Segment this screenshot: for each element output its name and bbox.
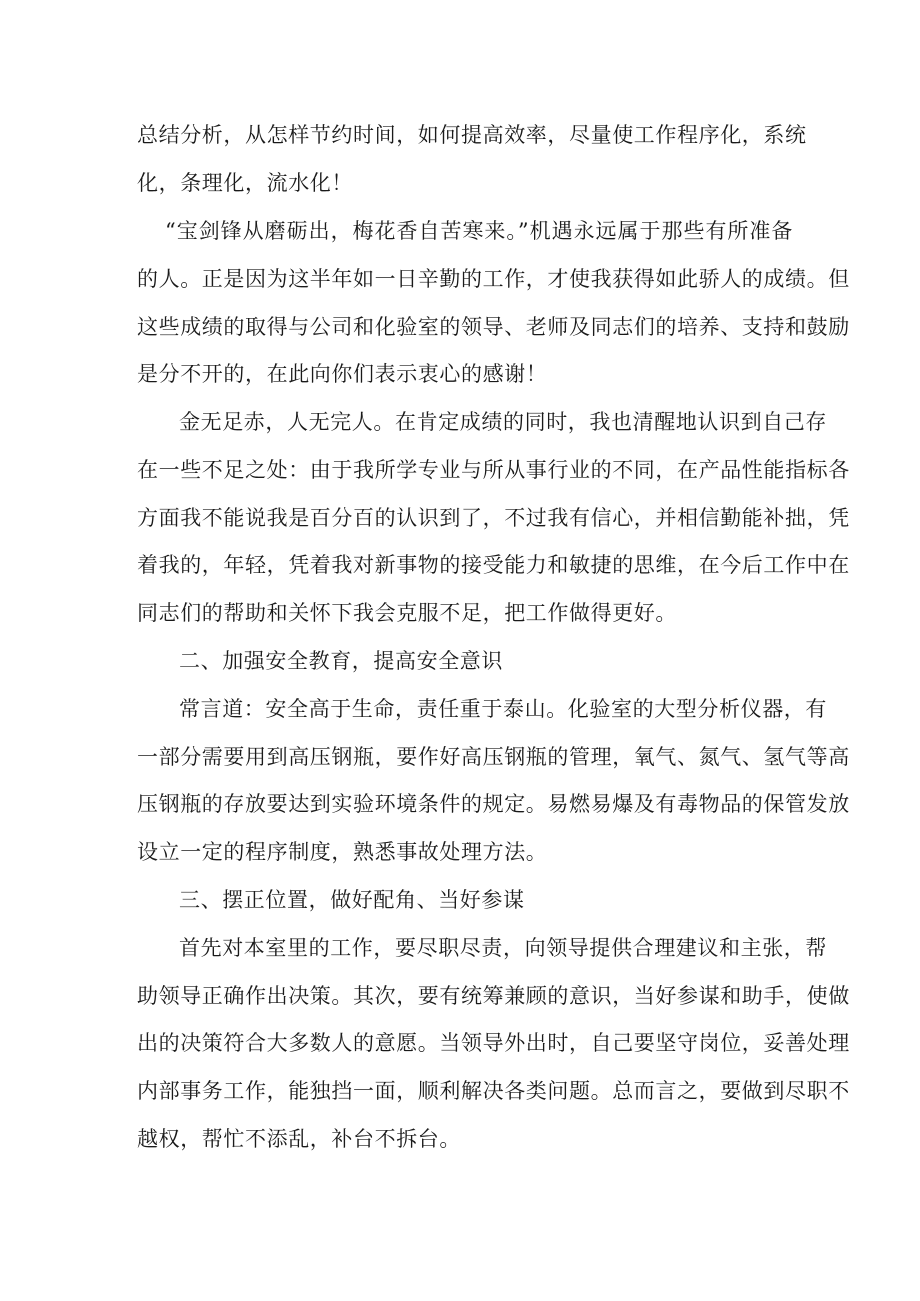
paragraph-4-line-4: 设立一定的程序制度，熟悉事故处理方法。 [137, 840, 548, 864]
paragraph-3-line-1: 金无足赤，人无完人。在肯定成绩的同时，我也清醒地认识到自己存 [179, 410, 827, 434]
paragraph-3-line-2: 在一些不足之处：由于我所学专业与所从事行业的不同，在产品性能指标各 [137, 458, 850, 482]
paragraph-2-line-3: 这些成绩的取得与公司和化验室的领导、老师及同志们的培养、支持和鼓励 [137, 315, 850, 339]
paragraph-4-line-3: 压钢瓶的存放要达到实验环境条件的规定。易燃易爆及有毒物品的保管发放 [137, 792, 850, 816]
paragraph-5-line-2: 助领导正确作出决策。其次，要有统筹兼顾的意识，当好参谋和助手，使做 [137, 984, 850, 1008]
paragraph-1-line-1: 总结分析，从怎样节约时间，如何提高效率，尽量使工作程序化，系统 [137, 123, 807, 147]
paragraph-3-line-5: 同志们的帮助和关怀下我会克服不足，把工作做得更好。 [137, 601, 677, 625]
paragraph-5-line-4: 内部事务工作，能独挡一面，顺利解决各类问题。总而言之，要做到尽职不 [137, 1079, 850, 1103]
paragraph-1-line-2: 化，条理化，流水化！ [137, 171, 353, 195]
paragraph-5-line-5: 越权，帮忙不添乱，补台不拆台。 [137, 1127, 461, 1151]
paragraph-4-line-1: 常言道：安全高于生命，责任重于泰山。化验室的大型分析仪器，有 [179, 697, 827, 721]
paragraph-2-line-4: 是分不开的，在此向你们表示衷心的感谢！ [137, 362, 548, 386]
paragraph-5-line-1: 首先对本室里的工作，要尽职尽责，向领导提供合理建议和主张，帮 [179, 936, 827, 960]
section-heading-position: 三、摆正位置，做好配角、当好参谋 [179, 888, 525, 912]
paragraph-3-line-3: 方面我不能说我是百分百的认识到了，不过我有信心，并相信勤能补拙，凭 [137, 506, 850, 530]
paragraph-4-line-2: 一部分需要用到高压钢瓶，要作好高压钢瓶的管理，氧气、氮气、氢气等高 [137, 745, 850, 769]
paragraph-2-line-2: 的人。正是因为这半年如一日辛勤的工作，才使我获得如此骄人的成绩。但 [137, 267, 850, 291]
section-heading-safety: 二、加强安全教育，提高安全意识 [179, 649, 503, 673]
paragraph-2-line-1: “宝剑锋从磨砺出，梅花香自苦寒来。”机遇永远属于那些有所准备 [165, 219, 793, 243]
paragraph-5-line-3: 出的决策符合大多数人的意愿。当领导外出时，自己要坚守岗位，妥善处理 [137, 1031, 850, 1055]
paragraph-3-line-4: 着我的，年轻，凭着我对新事物的接受能力和敏捷的思维，在今后工作中在 [137, 553, 850, 577]
